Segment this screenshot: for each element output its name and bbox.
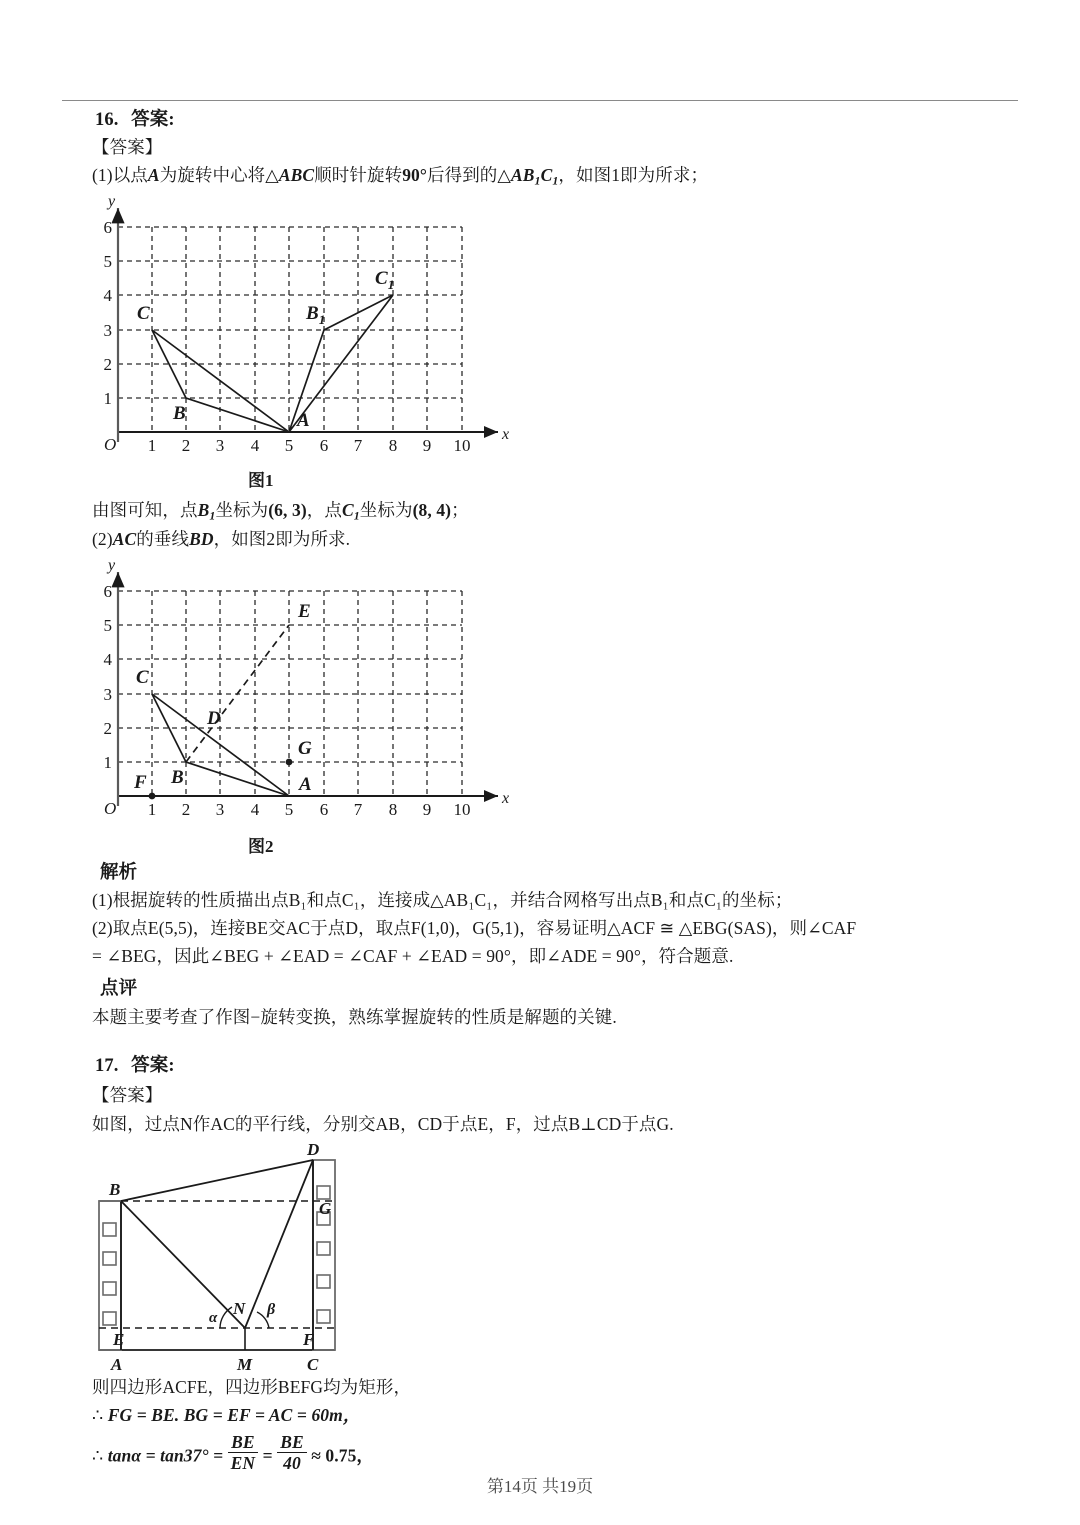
svg-text:8: 8 <box>388 800 398 819</box>
svg-text:1: 1 <box>147 800 157 819</box>
svg-text:6: 6 <box>103 582 112 601</box>
svg-text:4: 4 <box>250 800 260 819</box>
svg-text:9: 9 <box>422 800 432 819</box>
v4: BD <box>189 529 214 549</box>
w1: ∴ <box>92 1405 108 1425</box>
label-N: N <box>233 1299 246 1318</box>
v3: 的垂线 <box>136 529 190 549</box>
fraction-be-40 <box>277 1432 307 1474</box>
svg-text:O: O <box>104 435 117 454</box>
svg-text:4: 4 <box>250 436 260 455</box>
svg-text:2: 2 <box>181 436 191 455</box>
svg-text:7: 7 <box>353 800 363 819</box>
t7: 后得到的 <box>427 165 498 185</box>
label-B: B <box>109 1180 121 1199</box>
label-A: A <box>111 1355 123 1374</box>
svg-text:3: 3 <box>215 800 225 819</box>
svg-text:5: 5 <box>284 436 294 455</box>
label-E: E <box>298 601 311 622</box>
svg-text:5: 5 <box>103 252 112 271</box>
problem-17-conclusion-3 <box>92 1432 374 1474</box>
x5: = <box>258 1445 278 1466</box>
problem-16-answer-line2 <box>92 499 469 523</box>
svg-text:1: 1 <box>147 436 157 455</box>
svg-text:10: 10 <box>453 800 471 819</box>
u9: 坐标为 <box>359 500 413 520</box>
header-divider <box>62 100 1018 101</box>
t11: 1 <box>552 173 559 188</box>
problem-16-header <box>95 108 175 133</box>
x1: ∴ <box>92 1445 108 1466</box>
x8: ≈ 0.75， <box>306 1445 375 1466</box>
svg-text:8: 8 <box>388 436 398 455</box>
page-footer: 第14页 共19页 <box>486 1477 594 1496</box>
figure-2 <box>90 552 520 827</box>
problem-17-answer-line1: 如图，过点N作AC的平行线，分别交AB，CD于点E，F，过点B⊥CD于点G. <box>92 1114 674 1134</box>
fraction-be-en <box>228 1432 259 1474</box>
svg-text:x: x <box>502 426 510 443</box>
label-E: E <box>113 1330 125 1349</box>
figure-2-caption: 图2 <box>248 837 274 856</box>
svg-text:y: y <box>108 557 116 574</box>
problem-17-answer-tag: 【答案】 <box>92 1085 163 1105</box>
label-C: C <box>136 667 149 688</box>
figure-1-caption: 图1 <box>248 471 274 490</box>
t12: ，如图1即为所求； <box>558 165 709 185</box>
t9: 1 <box>534 173 541 188</box>
t3: 为旋转中心将 <box>159 165 266 185</box>
figure-17-svg <box>85 1138 375 1383</box>
x3: BE <box>228 1432 259 1453</box>
problem-16-answer-line1 <box>92 164 708 188</box>
figure-1 <box>90 192 520 462</box>
problem-17-label: 答案: <box>131 1056 175 1076</box>
label-B1: $B_1$ <box>306 303 326 327</box>
u4: 坐标为 <box>215 500 269 520</box>
comment-heading: 点评 <box>100 979 138 999</box>
svg-text:6: 6 <box>319 436 329 455</box>
t6: 90° <box>402 165 427 185</box>
problem-16-label: 答案: <box>131 110 175 130</box>
label-C1: $C_1$ <box>375 268 395 292</box>
label-G: G <box>319 1199 332 1218</box>
svg-text:x: x <box>502 790 510 807</box>
problem-17-conclusion-1: 则四边形ACFE，四边形BEFG均为矩形， <box>92 1377 412 1397</box>
point-F <box>149 793 156 800</box>
v2: AC <box>112 529 137 549</box>
svg-text:3: 3 <box>215 436 225 455</box>
x4: EN <box>230 1453 256 1474</box>
t10: C <box>540 165 553 185</box>
t4: △ABC <box>265 165 315 185</box>
label-F: F <box>303 1330 315 1349</box>
t2: A <box>147 165 160 185</box>
label-F: F <box>134 772 147 793</box>
t8: △AB <box>497 165 535 185</box>
label-A: A <box>297 410 310 431</box>
svg-text:3: 3 <box>103 685 112 704</box>
svg-text:10: 10 <box>453 436 471 455</box>
analysis-line-3: = ∠BEG，因此∠BEG + ∠EAD = ∠CAF + ∠EAD = 90°，即∠ADE = 90°，符合题意. <box>92 946 734 966</box>
svg-text:5: 5 <box>103 616 112 635</box>
label-B: B <box>171 767 184 788</box>
problem-17-number: 17. <box>95 1056 119 1076</box>
analysis-line-1: (1)根据旋转的性质描出点B₁和点C₁，连接成△AB₁C₁，并结合网格写出点B₁和点C₁的坐标； <box>92 890 793 910</box>
u6: ，点 <box>306 500 342 520</box>
svg-text:2: 2 <box>181 800 191 819</box>
point-G <box>286 759 293 766</box>
comment-text: 本题主要考查了作图−旋转变换，熟练掌握旋转的性质是解题的关键. <box>92 1007 617 1027</box>
w2: FG = BE. BG = EF = AC = 60m， <box>107 1405 361 1425</box>
problem-17-header <box>95 1054 175 1079</box>
analysis-heading: 解析 <box>100 863 138 883</box>
svg-text:3: 3 <box>103 321 112 340</box>
x2: tanα = tan37° = <box>107 1445 228 1466</box>
figure-2-svg <box>90 552 520 827</box>
u10: (8, 4) <box>412 500 452 520</box>
label-A: A <box>299 774 312 795</box>
label-C: C <box>307 1355 319 1374</box>
svg-text:5: 5 <box>284 800 294 819</box>
t5: 顺时针旋转 <box>314 165 403 185</box>
label-B: B <box>173 403 186 424</box>
svg-text:4: 4 <box>103 650 112 669</box>
svg-text:1: 1 <box>103 753 112 772</box>
analysis-line-2: (2)取点E(5,5)，连接BE交AC于点D，取点F(1,0)，G(5,1)，容易证明△ACF ≅ △EBG(SAS)，则∠CAF <box>92 918 857 938</box>
u11: ； <box>451 500 469 520</box>
u8: 1 <box>353 508 360 523</box>
label-C: C <box>137 303 150 324</box>
svg-text:y: y <box>108 193 116 210</box>
u7: C <box>341 500 354 520</box>
problem-16-number: 16. <box>95 110 119 130</box>
svg-text:7: 7 <box>353 436 363 455</box>
svg-text:O: O <box>104 799 117 818</box>
u2: B <box>197 500 210 520</box>
svg-text:1: 1 <box>103 389 112 408</box>
t1: (1)以点 <box>92 165 148 185</box>
label-beta: β <box>267 1301 276 1318</box>
v5: ，如图2即为所求. <box>213 529 351 549</box>
u3: 1 <box>209 508 216 523</box>
problem-16-answer-tag: 【答案】 <box>92 137 163 157</box>
label-alpha: α <box>209 1310 218 1326</box>
u5: (6, 3) <box>268 500 307 520</box>
label-G: G <box>298 738 312 759</box>
problem-17-conclusion-2 <box>92 1404 360 1428</box>
u1: 由图可知，点 <box>92 500 198 520</box>
svg-text:6: 6 <box>103 218 112 237</box>
svg-text:9: 9 <box>422 436 432 455</box>
figure-1-svg <box>90 192 520 462</box>
problem-16-answer-line3 <box>92 528 350 552</box>
x6: BE <box>277 1432 307 1453</box>
figure-17 <box>85 1138 375 1383</box>
svg-text:4: 4 <box>103 286 112 305</box>
x7: 40 <box>283 1453 301 1474</box>
svg-text:6: 6 <box>319 800 329 819</box>
label-M: M <box>237 1355 253 1374</box>
svg-text:2: 2 <box>103 719 112 738</box>
v1: (2) <box>92 529 113 549</box>
label-D: D <box>307 1140 320 1159</box>
label-D: D <box>207 708 221 729</box>
svg-text:2: 2 <box>103 355 112 374</box>
